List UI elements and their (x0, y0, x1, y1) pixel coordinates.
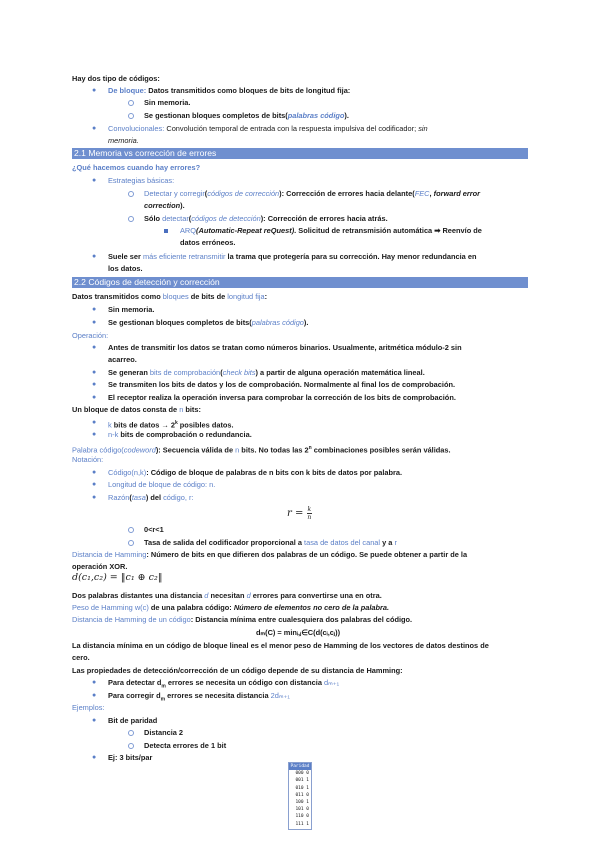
hamming-distance-line2: operación XOR. (72, 562, 128, 571)
parity-bit-item: Bit de paridad (108, 716, 158, 725)
code-notation-item: Código(n,k): Código de bloque de palabras de n bits con k bits de datos por palabra. (108, 468, 403, 477)
bullet-icon: ● (92, 344, 97, 351)
errors-question: ¿Qué hacemos cuando hay errores? (72, 163, 201, 172)
bullet-icon: ● (92, 306, 97, 313)
bullet-icon: ● (92, 253, 97, 260)
parity-table (288, 762, 312, 830)
block-label: De bloque: (108, 86, 147, 95)
detects-1bit-item: Detecta errores de 1 bit (144, 741, 227, 750)
no-memory-item-2: Sin memoria. (108, 305, 155, 314)
linear-code-line2: cero. (72, 653, 90, 662)
properties-line: Las propiedades de detección/corrección de un código depende de su distancia de Hamming: (72, 666, 403, 675)
rate-range-item: 0<r<1 (144, 525, 164, 534)
two-words-line: Dos palabras distantes una distancia d necesitan d errores para convertirse una en otra. (72, 591, 382, 600)
distance-2-item: Distancia 2 (144, 728, 184, 737)
check-bits-item: n-k bits de comprobación o redundancia. (108, 430, 252, 439)
linear-code-line: La distancia mínima en un código de bloque lineal es el menor peso de Hamming de los vectores de datos destinos de (72, 641, 489, 650)
parity-table-row: 011 0 (295, 792, 309, 798)
bullet-icon: ● (92, 679, 97, 686)
circle-bullet-icon (128, 216, 134, 222)
parity-table-row: 100 1 (295, 800, 309, 806)
strategies-label: Estrategias básicas: (108, 176, 175, 185)
intro-heading: Hay dos tipo de códigos: (72, 74, 160, 83)
bullet-icon: ● (92, 431, 97, 438)
detect-requirement-item: Para detectar $d_m$ errores se necesita un código con distancia dₘ₊₁ (108, 678, 340, 690)
rate-item: Razón(tasa) del código, r: (108, 493, 194, 502)
bullet-icon: ● (92, 87, 97, 94)
bullet-icon: ● (92, 394, 97, 401)
bullet-icon: ● (92, 369, 97, 376)
convolutional-item: Convolucionales: Convolución temporal de entrada con la respuesta impulsiva del codificador; sin (108, 124, 428, 133)
circle-bullet-icon (128, 100, 134, 106)
hamming-weight-line: Peso de Hamming w(c) de una palabra código: Número de elementos no cero de la palabra. (72, 603, 390, 612)
bullet-icon: ● (92, 717, 97, 724)
data-transmitted-line: Datos transmitidos como bloques de bits de longitud fija: (72, 292, 268, 301)
hamming-distance-line: Distancia de Hamming: Número de bits en que difieren dos palabras de un código. Se puede obtener a partir de la (72, 550, 468, 559)
bullet-icon: ● (92, 419, 97, 426)
managed-blocks-item-2: Se gestionan bloques completos de bits(palabras código). (108, 318, 309, 327)
examples-label: Ejemplos: (72, 703, 105, 712)
arq-item: ARQ(Automatic-Repeat reQuest). Solicitud de retransmisión automática ➡ Reenvío de (180, 226, 482, 235)
operation-item-1: Antes de transmitir los datos se tratan como números binarios. Usualmente, aritmética módulo-2 sin (108, 343, 462, 352)
codeword-line: Palabra código(codeword): Secuencia válida de n bits. No todas las 2$^n$ combinaciones posibles serán válidas. (72, 445, 451, 455)
circle-bullet-icon (128, 743, 134, 749)
operation-item-4: El receptor realiza la operación inversa para comprobar la corrección de los bits de comprobación. (108, 393, 456, 402)
retransmit-item: Suele ser más eficiente retransmitir la trama que protegería para su corrección. Hay menor redundancia en (108, 252, 477, 261)
block-bits-line: Un bloque de datos consta de n bits: (72, 405, 201, 414)
parity-table-row: 001 1 (295, 778, 309, 784)
operation-item-2: Se generan bits de comprobación(check bits) a partir de alguna operación matemática lineal. (108, 368, 425, 377)
code-distance-line: Distancia de Hamming de un código: Distancia mínima entre cualesquiera dos palabras del código. (72, 615, 413, 624)
output-rate-item: Tasa de salida del codificador proporcional a tasa de datos del canal y a r (144, 538, 397, 547)
bullet-icon: ● (92, 494, 97, 501)
correct-requirement-item: Para corregir $d_m$ errores se necesita distancia 2dₘ₊₁ (108, 691, 290, 703)
bullet-icon: ● (92, 177, 97, 184)
operation-item-3: Se transmiten los bits de datos y los de comprobación. Normalmente al final los de comprobación. (108, 380, 456, 389)
circle-bullet-icon (128, 730, 134, 736)
detect-correct-item: Detectar y corregir(códigos de corrección): Corrección de errores hacia delante(FEC, forward error (144, 189, 481, 198)
block-length-item: Longitud de bloque de código: n. (108, 480, 216, 489)
no-memory-item: Sin memoria. (144, 98, 191, 107)
retransmit-item-line2: los datos. (108, 264, 143, 273)
min-distance-formula: dₘ(C) = minᵢ,ⱼ∈C(d(cᵢ,cⱼ)) (256, 628, 341, 637)
bullet-icon: ● (92, 481, 97, 488)
circle-bullet-icon (128, 540, 134, 546)
section-2-1-header: 2.1 Memoria vs corrección de errores (72, 148, 528, 159)
data-bits-item: k bits de datos → $2^k$ posibles datos. (108, 420, 234, 430)
notation-label: Notación: (72, 455, 104, 464)
example-3bits-item: Ej: 3 bits/par (108, 753, 153, 762)
parity-table-row: 110 0 (295, 814, 309, 820)
only-detect-item: Sólo detectar(códigos de detección): Corrección de errores hacia atrás. (144, 214, 388, 223)
parity-table-row: 111 1 (295, 821, 309, 827)
circle-bullet-icon (128, 191, 134, 197)
rate-formula: r = $\frac{k}{n}$ (287, 506, 312, 521)
operation-item-1-line2: acarreo. (108, 355, 137, 364)
circle-bullet-icon (128, 113, 134, 119)
operation-label: Operación: (72, 331, 109, 340)
bullet-icon: ● (92, 469, 97, 476)
section-2-2-header: 2.2 Códigos de detección y corrección (72, 277, 528, 288)
convolutional-item-line2: memoria. (108, 136, 139, 145)
managed-blocks-item: Se gestionan bloques completos de bits(palabras código). (144, 111, 349, 120)
bullet-icon: ● (92, 319, 97, 326)
parity-table-row: 010 1 (295, 785, 309, 791)
circle-bullet-icon (128, 527, 134, 533)
square-bullet-icon (164, 229, 168, 233)
hamming-formula: d(c₁,c₂) = ‖c₁ ⊕ c₂‖ (72, 572, 163, 583)
bullet-icon: ● (92, 754, 97, 761)
detect-correct-line2: correction). (144, 201, 185, 210)
bullet-icon: ● (92, 692, 97, 699)
parity-table-row: 000 0 (295, 771, 309, 777)
bullet-icon: ● (92, 381, 97, 388)
parity-table-header: Paridad (290, 764, 310, 769)
arq-item-line2: datos erróneos. (180, 238, 236, 247)
bullet-icon: ● (92, 125, 97, 132)
block-codes-item: De bloque: Datos transmitidos como bloques de bits de longitud fija: (108, 86, 351, 95)
parity-table-row: 101 0 (295, 807, 309, 813)
